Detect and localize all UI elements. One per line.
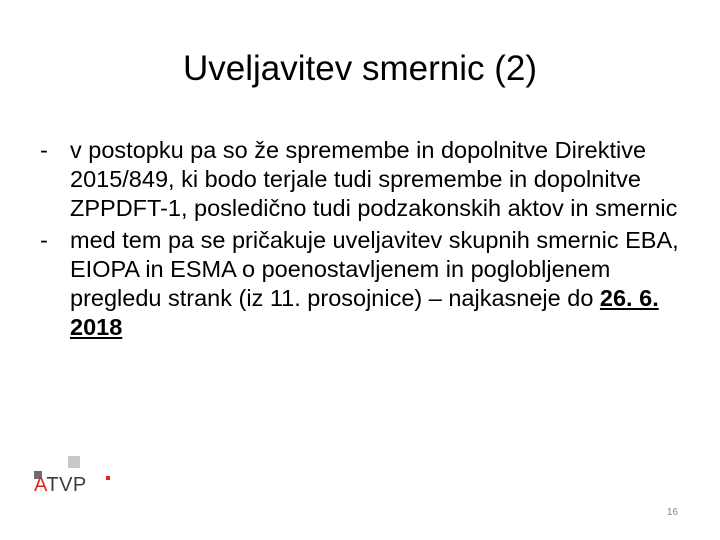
deadline-date: 26. 6. 2018 — [70, 285, 659, 340]
logo-letter-a: A — [34, 474, 47, 496]
bullet-list — [40, 136, 680, 345]
bullet-item — [40, 226, 680, 342]
slide-title: Uveljavitev smernic (2) — [183, 49, 537, 88]
atvp-logo — [34, 456, 124, 496]
logo-wordmark — [34, 474, 87, 496]
bullet-marker: - — [40, 137, 48, 163]
bullet-text: v postopku pa so že spremembe in dopolnitve Direktive 2015/849, ki bodo terjale tudi spremembe in dopolnitve ZPPDFT-1, posledično tudi podzakonskih aktov in smernic — [70, 137, 678, 221]
bullet-item — [40, 136, 680, 223]
logo-square-light-icon — [68, 456, 80, 468]
bullet-text: med tem pa se pričakuje uveljavitev skupnih smernic EBA, EIOPA in ESMA o poenostavljenem in poglobljenem pregledu strank (iz 11. prosojnice) – najkasneje do — [70, 227, 679, 311]
bullet-marker: - — [40, 227, 48, 253]
logo-letters: TVP — [46, 474, 87, 496]
logo-dot-icon — [106, 476, 110, 480]
page-number: 16 — [666, 507, 678, 518]
